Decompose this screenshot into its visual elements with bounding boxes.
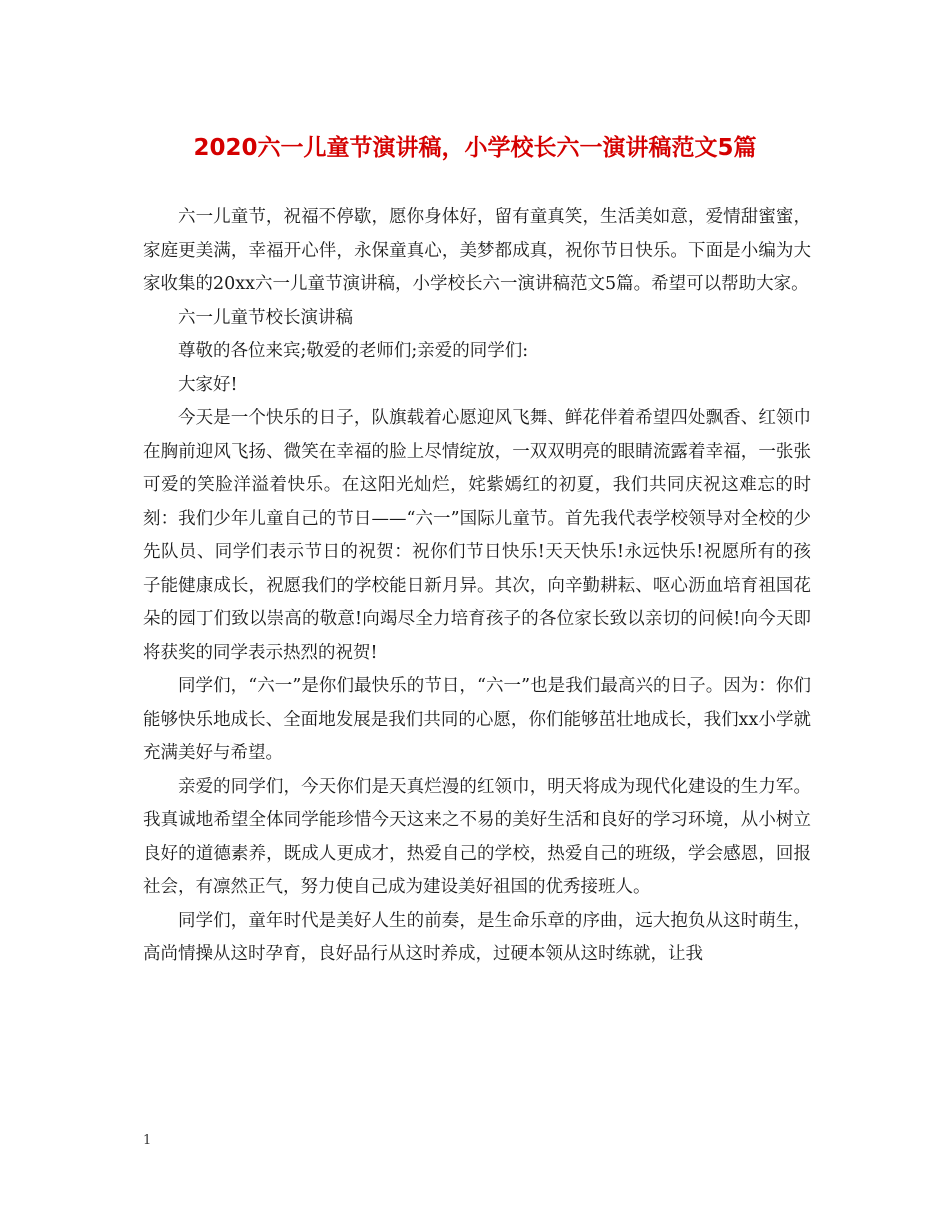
paragraph-salutation: 尊敬的各位来宾;敬爱的老师们;亲爱的同学们:	[178, 341, 529, 361]
document-body	[143, 201, 811, 972]
paragraph-greeting: 大家好!	[178, 374, 238, 395]
paragraph-body-3: 亲爱的同学们，今天你们是天真烂漫的红领巾，明天将成为现代化建设的生力军。我真诚地希望全体同学能珍惜今天这来之不易的美好生活和良好的学习环境，从小树立良好的道德素养，既成人更成才，热爱自己的学校，热爱自己的班级，学会感恩，回报社会，有凛然正气，努力使自己成为建设美好祖国的优秀接班人。	[143, 776, 811, 897]
document-title: 2020六一儿童节演讲稿，小学校长六一演讲稿范文5篇	[193, 135, 757, 161]
page-number: 1	[143, 1133, 152, 1148]
paragraph-body-1: 今天是一个快乐的日子，队旗载着心愿迎风飞舞、鲜花伴着希望四处飘香、红领巾在胸前迎风飞扬、微笑在幸福的脸上尽情绽放，一双双明亮的眼睛流露着幸福，一张张可爱的笑脸洋溢着快乐。在这阳光灿烂，姹紫嫣红的初夏，我们共同庆祝这难忘的时刻：我们少年儿童自己的节日——“六一”国际儿童节。首先我代表学校领导对全校的少先队员、同学们表示节日的祝贺：祝你们节日快乐!天天快乐!永远快乐!祝愿所有的孩子能健康成长，祝愿我们的学校能日新月异。其次，向辛勤耕耘、呕心沥血培育祖国花朵的园丁们致以崇高的敬意!向竭尽全力培育孩子的各位家长致以亲切的问候!向今天即将获奖的同学表示热烈的祝贺!	[143, 408, 811, 663]
paragraph-intro: 六一儿童节，祝福不停歇，愿你身体好，留有童真笑，生活美如意，爱情甜蜜蜜，家庭更美满，幸福开心伴，永保童真心，美梦都成真，祝你节日快乐。下面是小编为大家收集的20xx六一儿童节演讲稿，小学校长六一演讲稿范文5篇。希望可以帮助大家。	[143, 207, 811, 294]
paragraph-section-heading: 六一儿童节校长演讲稿	[178, 307, 353, 328]
paragraph-body-4: 同学们，童年时代是美好人生的前奏，是生命乐章的序曲，远大抱负从这时萌生，高尚情操从这时孕育，良好品行从这时养成，过硬本领从这时练就，让我	[143, 910, 811, 964]
paragraph-body-2: 同学们，“六一”是你们最快乐的节日，“六一”也是我们最高兴的日子。因为：你们能够快乐地成长、全面地发展是我们共同的心愿，你们能够茁壮地成长，我们xx小学就充满美好与希望。	[143, 676, 811, 763]
